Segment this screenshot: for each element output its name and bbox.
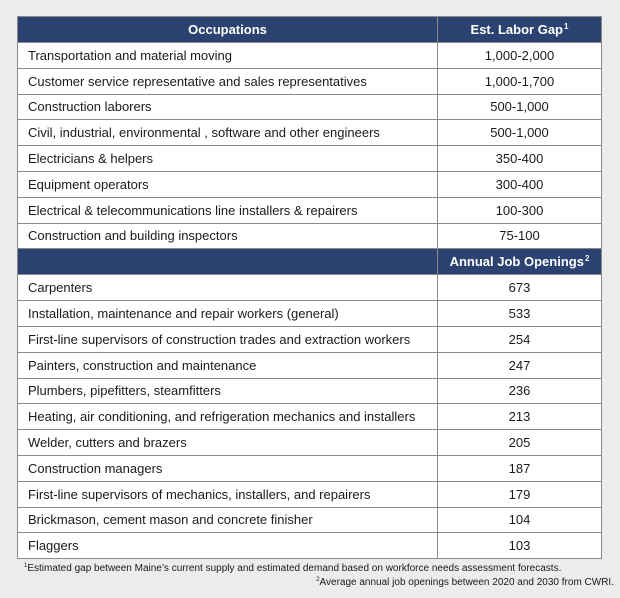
table-row <box>18 326 602 352</box>
value-cell: 236 <box>438 378 602 404</box>
value-cell: 205 <box>438 430 602 456</box>
occupation-cell: Brickmason, cement mason and concrete finisher <box>18 507 438 533</box>
table-row <box>18 507 602 533</box>
footnote-2-text: Average annual job openings between 2020 and 2030 from CWRI. <box>319 577 614 588</box>
labor-gap-section <box>18 43 602 249</box>
occupation-cell: Heating, air conditioning, and refrigeration mechanics and installers <box>18 404 438 430</box>
table-row <box>18 430 602 456</box>
value-cell: 1,000-1,700 <box>438 68 602 94</box>
footnote-1 <box>24 563 561 574</box>
occupation-cell: Transportation and material moving <box>18 43 438 69</box>
table-row <box>18 197 602 223</box>
table-row <box>18 120 602 146</box>
footnote-2-mark: 2 <box>316 577 320 583</box>
occupation-cell: Carpenters <box>18 275 438 301</box>
value-cell: 673 <box>438 275 602 301</box>
table-row <box>18 352 602 378</box>
value-cell: 187 <box>438 455 602 481</box>
occupation-cell: Construction laborers <box>18 94 438 120</box>
header-labor-gap-footnote-mark: 1 <box>564 22 569 31</box>
occupation-cell: First-line supervisors of mechanics, installers, and repairers <box>18 481 438 507</box>
header-annual-openings-label: Annual Job Openings <box>449 254 584 270</box>
header-annual-openings-footnote-mark: 2 <box>584 254 590 264</box>
header-labor-gap-label: Est. Labor Gap <box>470 22 563 37</box>
occupation-cell: Welder, cutters and brazers <box>18 430 438 456</box>
footnote-2 <box>316 577 614 588</box>
header-annual-openings <box>438 249 602 275</box>
occupation-cell: Electricians & helpers <box>18 146 438 172</box>
table-row <box>18 404 602 430</box>
occupation-cell: Installation, maintenance and repair workers (general) <box>18 301 438 327</box>
occupation-cell: Construction managers <box>18 455 438 481</box>
table-row <box>18 94 602 120</box>
value-cell: 104 <box>438 507 602 533</box>
value-cell: 100-300 <box>438 197 602 223</box>
value-cell: 500-1,000 <box>438 120 602 146</box>
occupations-table-container <box>17 16 601 559</box>
table-row <box>18 275 602 301</box>
value-cell: 247 <box>438 352 602 378</box>
occupation-cell: Plumbers, pipefitters, steamfitters <box>18 378 438 404</box>
occupation-cell: Equipment operators <box>18 171 438 197</box>
header-occupations: Occupations <box>18 17 438 43</box>
occupation-cell: First-line supervisors of construction trades and extraction workers <box>18 326 438 352</box>
occupation-cell: Flaggers <box>18 533 438 559</box>
subheader-row <box>18 249 602 275</box>
table-row <box>18 43 602 69</box>
value-cell: 179 <box>438 481 602 507</box>
occupation-cell: Civil, industrial, environmental , software and other engineers <box>18 120 438 146</box>
table-row <box>18 481 602 507</box>
table-header-row <box>18 17 602 43</box>
job-openings-section <box>18 275 602 559</box>
table-row <box>18 301 602 327</box>
header-labor-gap <box>438 17 602 43</box>
table-row <box>18 455 602 481</box>
table-row <box>18 146 602 172</box>
footnote-1-text: Estimated gap between Maine’s current supply and estimated demand based on workforce needs assessment forecasts. <box>27 563 562 574</box>
occupation-cell: Electrical & telecommunications line installers & repairers <box>18 197 438 223</box>
value-cell: 103 <box>438 533 602 559</box>
value-cell: 213 <box>438 404 602 430</box>
value-cell: 254 <box>438 326 602 352</box>
subheader-empty-cell <box>18 249 438 275</box>
table-row <box>18 171 602 197</box>
value-cell: 350-400 <box>438 146 602 172</box>
table-row <box>18 223 602 249</box>
occupation-cell: Painters, construction and maintenance <box>18 352 438 378</box>
openings-subheader-section <box>18 249 602 275</box>
value-cell: 533 <box>438 301 602 327</box>
value-cell: 1,000-2,000 <box>438 43 602 69</box>
table-row <box>18 533 602 559</box>
occupations-table <box>17 16 602 559</box>
table-row <box>18 378 602 404</box>
table-row <box>18 68 602 94</box>
value-cell: 75-100 <box>438 223 602 249</box>
occupation-cell: Construction and building inspectors <box>18 223 438 249</box>
value-cell: 300-400 <box>438 171 602 197</box>
value-cell: 500-1,000 <box>438 94 602 120</box>
footnote-1-mark: 1 <box>24 563 28 569</box>
occupation-cell: Customer service representative and sales representatives <box>18 68 438 94</box>
